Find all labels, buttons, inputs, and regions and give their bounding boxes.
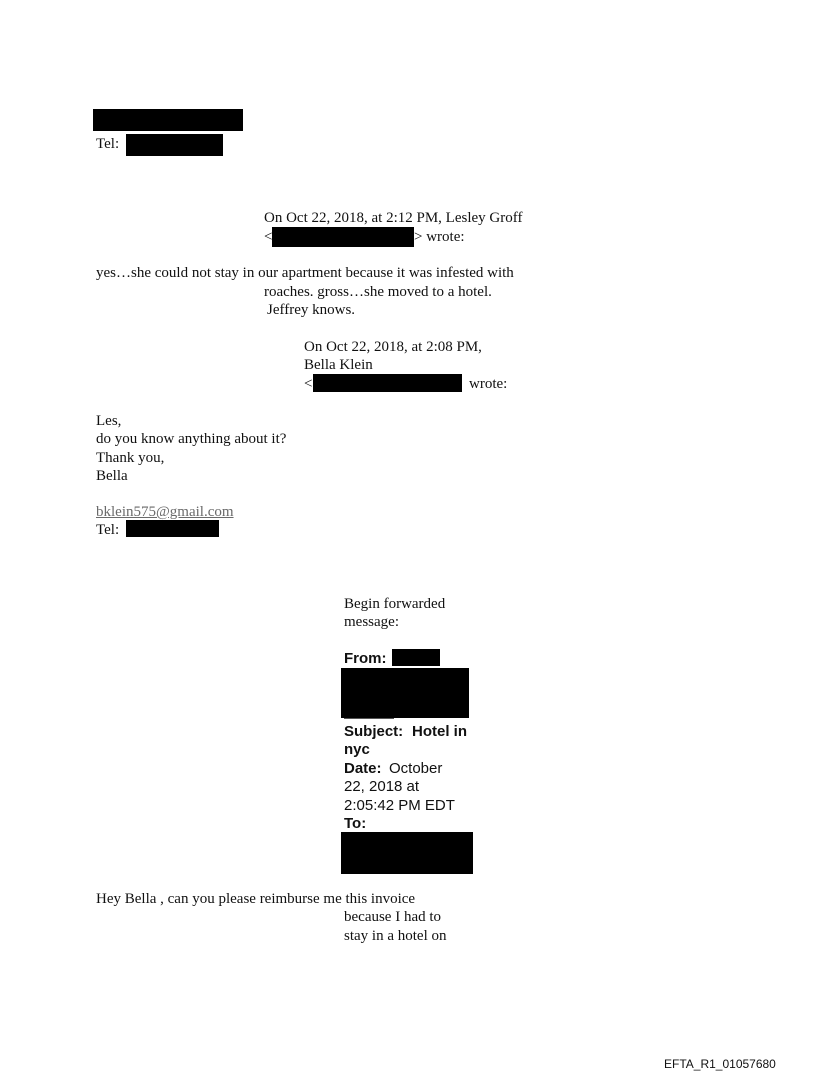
message-signoff: Bella [96, 468, 128, 484]
quote-wrote: wrote: [469, 376, 508, 392]
redaction-block [126, 134, 223, 156]
forwarded-body-line: stay in a hotel on [344, 928, 447, 944]
forwarded-intro: Begin forwarded [344, 596, 446, 612]
quote-sender-name: Bella Klein [304, 357, 373, 373]
subject-label: Subject: [344, 723, 404, 740]
redaction-block [313, 374, 462, 392]
email-link[interactable]: bklein575@gmail.com [96, 504, 234, 520]
redaction-block [272, 227, 414, 247]
quote-email-prefix: < [304, 376, 313, 392]
message-line: do you know anything about it? [96, 431, 287, 447]
date-value: 22, 2018 at [344, 778, 420, 795]
bates-number: EFTA_R1_01057680 [664, 1057, 776, 1071]
redaction-block [341, 668, 469, 718]
tel-label: Tel: [96, 522, 120, 538]
subject-value: nyc [344, 741, 370, 758]
redaction-block [392, 649, 440, 666]
forwarded-body-line: because I had to [344, 909, 442, 925]
forwarded-body-line: Hey Bella , can you please reimburse me this invoice [96, 891, 416, 907]
redaction-block [126, 520, 219, 537]
tel-label: Tel: [96, 136, 120, 152]
from-label: From: [344, 650, 387, 667]
reply-line: Jeffrey knows. [267, 302, 356, 318]
forwarded-intro: message: [344, 614, 399, 630]
quote-wrote: > wrote: [414, 229, 465, 245]
divider [344, 718, 394, 719]
to-label: To: [344, 815, 367, 832]
reply-line: roaches. gross…she moved to a hotel. [264, 284, 492, 300]
date-value: October [389, 760, 443, 777]
reply-line: yes…she could not stay in our apartment because it was infested with [96, 265, 514, 281]
quote-header-lesley: On Oct 22, 2018, at 2:12 PM, Lesley Groff [264, 210, 523, 226]
quote-email-prefix: < [264, 229, 273, 245]
subject-value: Hotel in [412, 723, 467, 740]
quote-header-bella: On Oct 22, 2018, at 2:08 PM, [304, 339, 482, 355]
date-label: Date: [344, 760, 382, 777]
redaction-block [341, 832, 473, 874]
date-value: 2:05:42 PM EDT [344, 797, 455, 814]
redaction-block [93, 109, 243, 131]
message-line: Thank you, [96, 450, 165, 466]
message-greeting: Les, [96, 413, 122, 429]
